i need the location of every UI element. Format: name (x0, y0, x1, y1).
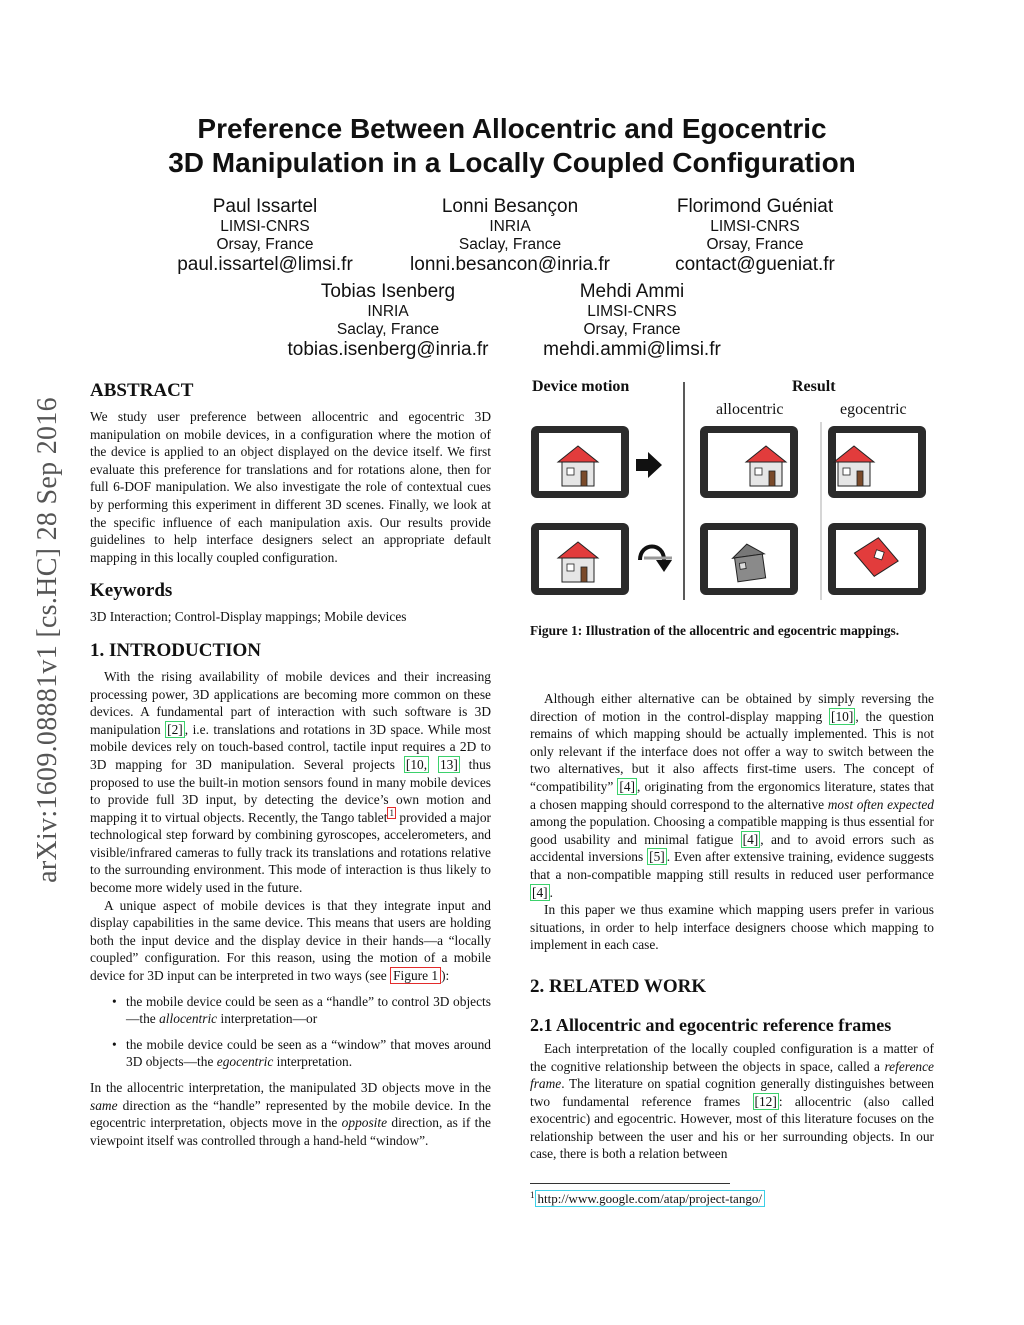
figure-1 (530, 378, 940, 608)
abstract-text: We study user preference between allocentric and egocentric 3D manipulation on mobile devices, in a configuration where the motion of the device is applied to an object displayed on the device itself. We first evaluate this preference for translations and for rotations alone, then for full 6-DOF manipulation. We also investigate the role of contextual cues by performing this experiment in different 3D scenes. Finally, we look at the specific influence of each manipulation axis. Our results provide guidelines to help interface designers select an appropriate default mapping in this locally coupled configuration. (90, 409, 491, 565)
body-paragraph: In this paper we thus examine which mapping users prefer in various situations, in order to help interface designers choose which mapping to implement in each case. (530, 902, 934, 953)
intro-paragraph: With the rising availability of mobile devices and their increasing processing power, 3D applications are becoming more common on these devices. A fundamental part of interaction with such software is 3D manipulation [2] , i.e. translations and rotations in 3D space. While most mobile devices rely on touch-based control, tactile input requires a 2D to 3D mapping for 3D manipulation. Several projects [10, 13] thus proposed to use the built-in motion sensors found in many mobile devices to provide full 3D input, by detecting the device’s own motion and mapping it to virtual objects. Recently, the Tango tablet $^1$ provided a major technological step forward by combining gyroscopes, accelerometers, and visible/infrared cameras to fully track its translations and rotations relative to the surrounding environment. This mode of interaction is thus likely to become more widely used in the future. (90, 668, 491, 896)
author-email[interactable]: contact@gueniat.fr (675, 254, 835, 275)
tablet-egocentric-row2 (828, 523, 926, 595)
author-location: Orsay, France (216, 236, 314, 253)
intro-paragraph: In the allocentric interpretation, the manipulated 3D objects move in the same direction as the “handle” represented by the mobile device. In the egocentric interpretation, objects move in the opposite direction, as if the viewpoint itself was controlled through a hand-held “window”. (90, 1080, 492, 1148)
footnote-number: 1 (530, 1190, 535, 1200)
author-block (400, 196, 620, 276)
figure-device-motion-heading: Device motion (532, 378, 630, 395)
introduction-heading: 1. INTRODUCTION (90, 639, 262, 661)
author-name: Mehdi Ammi (579, 281, 685, 302)
author-email[interactable]: tobias.isenberg@inria.fr (287, 339, 489, 360)
footnote-rule (530, 1183, 730, 1184)
tablet-allocentric-row1 (700, 426, 798, 498)
figure-link[interactable]: Figure 1 (390, 967, 441, 984)
citation-link[interactable]: [10] (831, 708, 854, 724)
citation-link[interactable]: 13] (439, 756, 458, 772)
tablet-device-motion-row1 (531, 426, 629, 498)
author-email[interactable]: mehdi.ammi@limsi.fr (543, 339, 721, 360)
author-affiliation: INRIA (367, 303, 409, 320)
title-line-1: Preference Between Allocentric and Egocentric (197, 113, 827, 144)
author-location: Saclay, France (336, 321, 440, 338)
author-name: Paul Issartel (212, 196, 318, 217)
interpretation-list (90, 993, 491, 1071)
footnote-url-link[interactable]: http://www.google.com/atap/project-tango/ (535, 1190, 765, 1207)
body-paragraph: Each interpretation of the locally coupled configuration is a matter of the cognitive relationship between the objects in space, called a reference frame. The literature on spatial cognition generally distinguishes between two fundamental reference frames [12] : allocentric (also called exocentric) and egocentric. However, most of this literature focuses on the relationship between the user and his or her surrounding objects. In our case, there is both a relation between (530, 1040, 934, 1162)
abstract-heading: ABSTRACT (90, 380, 194, 401)
citation-link[interactable]: [5] (649, 849, 665, 865)
author-affiliation: LIMSI-CNRS (710, 218, 800, 235)
author-name: Lonni Besançon (441, 196, 579, 217)
author-location: Orsay, France (706, 236, 804, 253)
tablet-allocentric-row2 (700, 523, 798, 595)
author-affiliation: LIMSI-CNRS (220, 218, 310, 235)
tablet-egocentric-row1 (828, 426, 926, 498)
left-column (90, 380, 491, 1149)
right-column (530, 690, 934, 1163)
author-block (645, 196, 865, 276)
author-block (522, 281, 742, 361)
author-affiliation: INRIA (489, 218, 531, 235)
author-name: Florimond Guéniat (676, 196, 834, 217)
arrow-right-icon (636, 452, 662, 478)
tablet-device-motion-row2 (531, 523, 629, 595)
citation-link[interactable]: [2] (167, 721, 183, 737)
author-block (278, 281, 498, 361)
author-location: Orsay, France (583, 321, 681, 338)
bullet-icon: • (112, 993, 117, 1009)
figure-label-allocentric: allocentric (716, 401, 784, 418)
author-location: Saclay, France (458, 236, 562, 253)
citation-link[interactable]: [12] (754, 1093, 777, 1109)
citation-link[interactable]: [4] (619, 778, 636, 794)
figure-label-egocentric: egocentric (840, 401, 907, 418)
intro-paragraph: A unique aspect of mobile devices is that they integrate input and display capabilities in the same device. This means that users are holding both the input device and the display device in their hands—a “locally coupled” configuration. For this reason, using the motion of a mobile device for 3D input can be interpreted in two ways (see Figure 1 ): (90, 897, 491, 984)
keywords-text: 3D Interaction; Control-Display mappings; Mobile devices (90, 609, 407, 625)
arxiv-side-stamp: arXiv:1609.08881v1 [cs.HC] 28 Sep 2016 (32, 397, 63, 883)
subsection-heading: 2.1 Allocentric and egocentric reference frames (530, 1014, 892, 1035)
author-email[interactable]: paul.issartel@limsi.fr (177, 254, 353, 275)
list-item: • the mobile device could be seen as a “window” that moves around 3D objects—the egocentric interpretation. (112, 1036, 491, 1070)
footnote-marker[interactable]: 1 (389, 808, 394, 819)
citation-link[interactable]: [4] (532, 884, 548, 900)
citation-link[interactable]: [4] (742, 831, 759, 847)
figure-result-heading: Result (792, 378, 836, 395)
footnote (530, 1187, 765, 1207)
author-name: Tobias Isenberg (320, 281, 456, 302)
body-paragraph: Although either alternative can be obtained by simply reversing the direction of motion in the control-display mapping [10] , the question remains of which mapping should be actually implemented. This is not only relevant if the interface does not offer a way to switch between the two alternatives, but it also affects first-time users. The concept of “compatibility” [4] , originating from the ergonomics literature, states that a chosen mapping should correspond to the alternative most often expected among the population. Choosing a compatible mapping is thus essential for good usability and minimal fatigue [4] , and to avoid errors such as accidental inversions [5] . Even after extensive training, evidence suggests that a non-compatible mapping still results in reduced user performance [4] . (530, 691, 935, 900)
author-block (155, 196, 375, 276)
bullet-icon: • (112, 1036, 117, 1052)
list-item: • the mobile device could be seen as a “handle” to control 3D objects—the allocentric interpretation—or (112, 993, 491, 1027)
paper-title (0, 112, 1024, 180)
figure-1-caption: Figure 1: Illustration of the allocentric and egocentric mappings. (530, 623, 900, 638)
keywords-heading: Keywords (90, 580, 173, 602)
figure-illustration (530, 378, 940, 608)
author-affiliation: LIMSI-CNRS (587, 303, 677, 320)
rotate-arrow-icon (640, 547, 672, 573)
author-email[interactable]: lonni.besancon@inria.fr (410, 254, 610, 275)
title-line-2: 3D Manipulation in a Locally Coupled Configuration (168, 147, 856, 178)
citation-link[interactable]: [10, (405, 756, 428, 772)
related-work-heading: 2. RELATED WORK (530, 975, 707, 997)
